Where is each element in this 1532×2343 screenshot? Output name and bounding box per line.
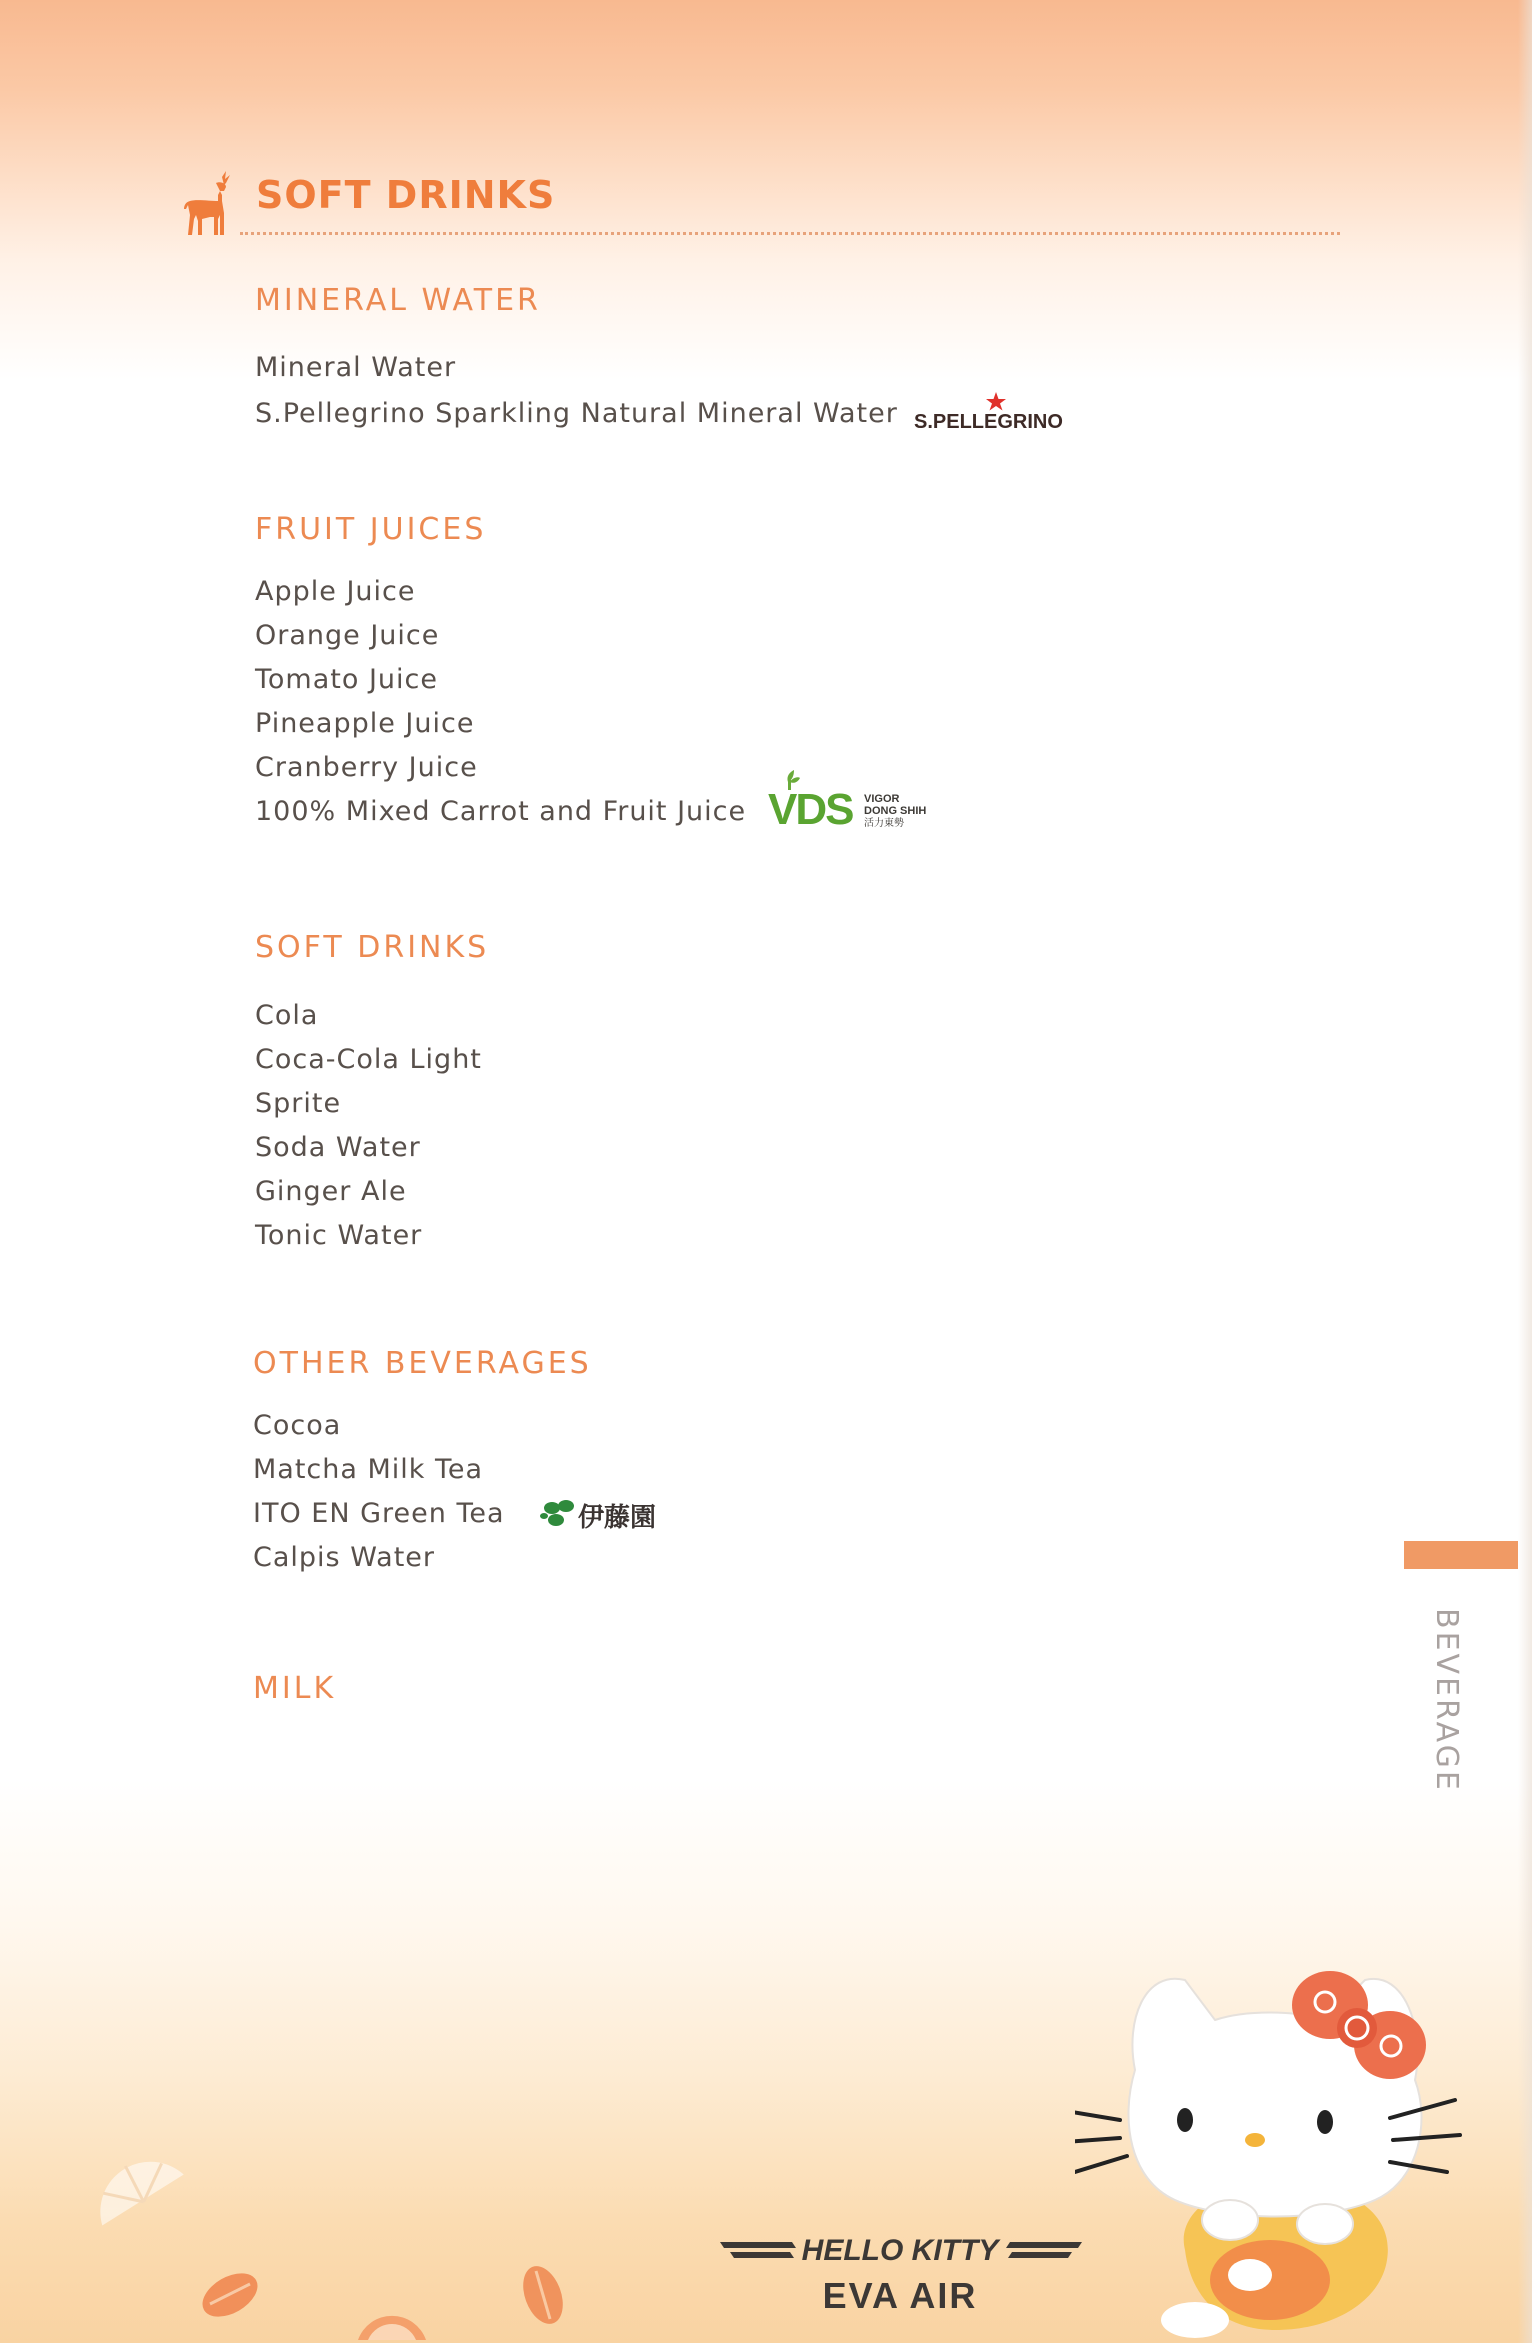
brand-line-2: EVA AIR (822, 2275, 978, 2316)
section-tab-marker (1404, 1541, 1518, 1569)
menu-item: Tonic Water (255, 1220, 423, 1251)
menu-item: Tomato Juice (255, 664, 438, 695)
section-title-fruit-juices: FRUIT JUICES (255, 512, 487, 547)
itoen-logo-text: 伊藤園 (578, 1503, 657, 1533)
menu-item: Soda Water (255, 1132, 421, 1163)
menu-item: Matcha Milk Tea (253, 1454, 484, 1485)
menu-item: Ginger Ale (255, 1176, 407, 1207)
page-header (180, 165, 1340, 245)
hello-kitty-illustration (1075, 1950, 1485, 2340)
menu-item: Apple Juice (255, 576, 416, 607)
hello-kitty-eva-air-logo (710, 2222, 1090, 2322)
header-divider (240, 232, 1340, 235)
pellegrino-logo-text: S.PELLEGRINO (914, 411, 1063, 433)
menu-item: S.Pellegrino Sparkling Natural Mineral Water (255, 398, 898, 429)
side-tab-label: BEVERAGE (1429, 1608, 1464, 1793)
menu-item: 100% Mixed Carrot and Fruit Juice (255, 796, 747, 827)
menu-item: Orange Juice (255, 620, 440, 651)
deer-icon (180, 165, 240, 237)
pellegrino-logo (914, 388, 1074, 438)
section-title-milk: MILK (253, 1671, 337, 1706)
section-title-other-beverages: OTHER BEVERAGES (253, 1346, 592, 1381)
menu-item: ITO EN Green Tea (253, 1498, 505, 1529)
vds-logo (768, 768, 938, 832)
page-edge-shadow (1518, 0, 1532, 2343)
section-title-mineral-water: MINERAL WATER (255, 283, 541, 318)
orange-segment-icon (508, 2255, 578, 2335)
itoen-logo (540, 1496, 685, 1534)
menu-item: Cocoa (253, 1410, 342, 1441)
vds-logo-line1: VIGOR (864, 793, 900, 805)
menu-item: Cola (255, 1000, 319, 1031)
orange-slice-small-icon (352, 2290, 432, 2343)
menu-item: Coca-Cola Light (255, 1044, 482, 1075)
brand-line-1: HELLO KITTY (801, 2234, 999, 2267)
orange-slice-icon (88, 2150, 198, 2240)
page-title: SOFT DRINKS (256, 173, 556, 217)
menu-item: Pineapple Juice (255, 708, 475, 739)
menu-item: Calpis Water (253, 1542, 436, 1573)
menu-item: Cranberry Juice (255, 752, 478, 783)
vds-logo-line2: DONG SHIH (864, 805, 927, 817)
section-title-soft-drinks: SOFT DRINKS (255, 930, 490, 965)
vds-logo-line3: 活力東勢 (864, 818, 904, 829)
menu-item: Sprite (255, 1088, 342, 1119)
orange-segment-icon (190, 2260, 270, 2330)
menu-item: Mineral Water (255, 352, 457, 383)
vds-logo-mark: VDS (768, 785, 853, 832)
